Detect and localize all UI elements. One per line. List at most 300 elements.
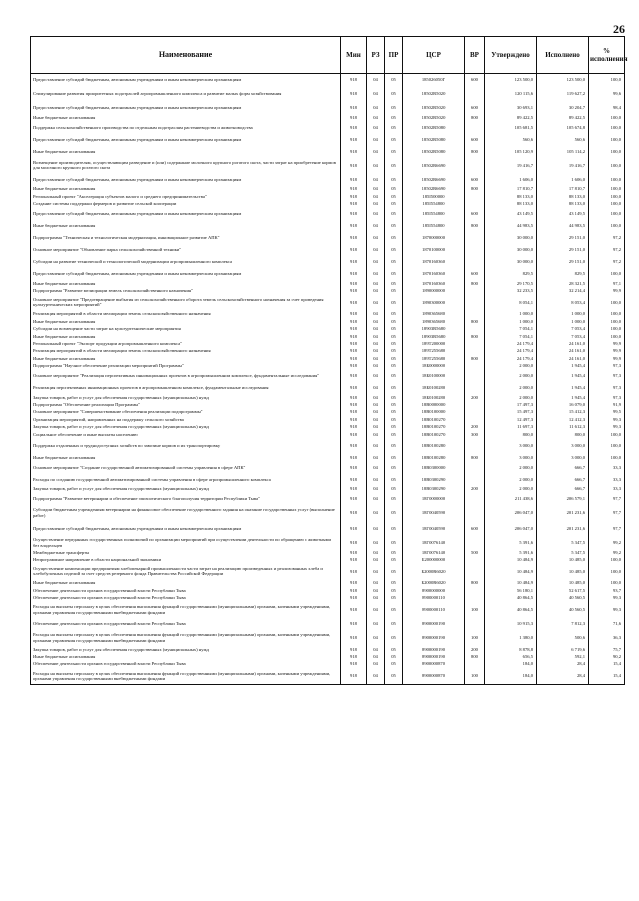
cell-csr: 18Г0040590 — [403, 521, 465, 537]
cell-name: Иные бюджетные ассигнования — [31, 653, 341, 660]
cell-rz: 04 — [367, 563, 385, 579]
cell-pr: 05 — [385, 381, 403, 393]
cell-min: 918 — [341, 287, 367, 294]
cell-approved: 32 233,5 — [485, 287, 537, 294]
table-row — [31, 423, 625, 430]
cell-percent: 33,3 — [589, 461, 625, 473]
cell-percent: 97,7 — [589, 521, 625, 537]
cell-approved: 29 170,5 — [485, 280, 537, 287]
cell-vr — [465, 86, 485, 102]
cell-approved: 10 484,9 — [485, 579, 537, 586]
cell-name: Реализация перспективных инновационных проектов в агропромышленном комплексе, фундаментальные исследования — [31, 381, 341, 393]
cell-min: 918 — [341, 355, 367, 362]
table-row — [31, 401, 625, 408]
cell-vr — [465, 505, 485, 521]
cell-executed: 206 579,1 — [537, 493, 589, 505]
cell-pr: 05 — [385, 521, 403, 537]
cell-vr — [465, 347, 485, 354]
cell-executed: 28,4 — [537, 660, 589, 667]
cell-percent: 99,3 — [589, 416, 625, 423]
cell-pr: 05 — [385, 602, 403, 618]
cell-percent: 100,0 — [589, 173, 625, 185]
cell-csr: 1870160360 — [403, 256, 465, 268]
cell-min: 918 — [341, 438, 367, 454]
table-row — [31, 256, 625, 268]
cell-csr: 18В0300290 — [403, 473, 465, 485]
cell-percent: 100,0 — [589, 133, 625, 145]
cell-rz: 04 — [367, 102, 385, 114]
cell-executed: 666,7 — [537, 485, 589, 492]
cell-csr: 18В0100270 — [403, 430, 465, 437]
table-row — [31, 438, 625, 454]
cell-pr: 05 — [385, 430, 403, 437]
cell-vr — [465, 381, 485, 393]
cell-executed: 800,0 — [537, 430, 589, 437]
cell-name: Иные бюджетные ассигнования — [31, 114, 341, 121]
cell-rz: 04 — [367, 193, 385, 200]
cell-percent: 100,0 — [589, 200, 625, 207]
cell-percent: 15,4 — [589, 668, 625, 685]
cell-approved: 12 497,3 — [485, 416, 537, 423]
cell-executed: 5 347,5 — [537, 549, 589, 556]
cell-executed: 1 945,4 — [537, 369, 589, 381]
table-row — [31, 579, 625, 586]
cell-pr: 05 — [385, 408, 403, 415]
cell-approved: 3 000,0 — [485, 454, 537, 461]
table-row — [31, 505, 625, 521]
cell-min: 918 — [341, 393, 367, 400]
table-row — [31, 333, 625, 340]
cell-pr: 05 — [385, 102, 403, 114]
cell-vr: 800 — [465, 185, 485, 192]
cell-min: 918 — [341, 220, 367, 232]
cell-min: 918 — [341, 416, 367, 423]
cell-percent: 33,3 — [589, 473, 625, 485]
cell-pr: 05 — [385, 185, 403, 192]
cell-rz: 04 — [367, 294, 385, 310]
cell-executed: 201 231,6 — [537, 505, 589, 521]
table-row — [31, 618, 625, 630]
cell-percent: 99,3 — [589, 423, 625, 430]
cell-vr — [465, 587, 485, 594]
cell-executed: 10 485,0 — [537, 579, 589, 586]
cell-vr — [465, 232, 485, 244]
cell-executed: 7 053,4 — [537, 333, 589, 340]
cell-csr: 18502R5080 — [403, 145, 465, 157]
cell-pr: 05 — [385, 563, 403, 579]
cell-executed: 32 214,4 — [537, 287, 589, 294]
cell-csr: 8900000110 — [403, 594, 465, 601]
cell-csr: 189T255680 — [403, 347, 465, 354]
table-row — [31, 185, 625, 192]
cell-vr — [465, 556, 485, 563]
cell-approved: 120 115,6 — [485, 86, 537, 102]
cell-csr: 18В0100270 — [403, 423, 465, 430]
cell-name: Предоставление субсидий бюджетным, автономным учреждениям и иным некоммерческим организациям — [31, 173, 341, 185]
cell-percent: 99,3 — [589, 594, 625, 601]
cell-name: Иные бюджетные ассигнования — [31, 333, 341, 340]
cell-csr: 18502R5020 — [403, 86, 465, 102]
cell-pr: 05 — [385, 268, 403, 280]
cell-rz: 04 — [367, 505, 385, 521]
cell-executed: 43 149,5 — [537, 208, 589, 220]
cell-approved: 30 000,0 — [485, 244, 537, 256]
cell-approved: 15 497,3 — [485, 408, 537, 415]
cell-approved: 88 133,0 — [485, 193, 537, 200]
cell-name: Иные бюджетные ассигнования — [31, 318, 341, 325]
cell-approved: 30 000,0 — [485, 256, 537, 268]
cell-rz: 04 — [367, 347, 385, 354]
cell-approved: 2 000,0 — [485, 393, 537, 400]
cell-percent: 99,9 — [589, 340, 625, 347]
table-row — [31, 145, 625, 157]
cell-pr: 05 — [385, 416, 403, 423]
cell-vr: 100 — [465, 630, 485, 646]
cell-pr: 05 — [385, 287, 403, 294]
cell-approved: 5 391,6 — [485, 537, 537, 549]
cell-min: 918 — [341, 587, 367, 594]
cell-name: Предоставление субсидий бюджетным, автономным учреждениям и иным некоммерческим организациям — [31, 133, 341, 145]
cell-executed: 28 321,5 — [537, 280, 589, 287]
cell-csr: 18В0100280 — [403, 438, 465, 454]
cell-rz: 04 — [367, 200, 385, 207]
table-row — [31, 208, 625, 220]
cell-approved: 2 000,0 — [485, 381, 537, 393]
cell-pr: 05 — [385, 587, 403, 594]
cell-min: 918 — [341, 549, 367, 556]
table-row — [31, 473, 625, 485]
cell-rz: 04 — [367, 461, 385, 473]
cell-name: Основное мероприятие "Совершенствование обеспечения реализации подпрограммы" — [31, 408, 341, 415]
cell-percent: 97,3 — [589, 393, 625, 400]
cell-name: Осуществление переданных государственных полномочий по организации мероприятий при осуществлении деятельности по обращению с животными без владельцев — [31, 537, 341, 549]
cell-rz: 04 — [367, 587, 385, 594]
cell-pr: 05 — [385, 369, 403, 381]
cell-pr: 05 — [385, 493, 403, 505]
cell-csr: 1870100000 — [403, 244, 465, 256]
cell-vr: 600 — [465, 133, 485, 145]
cell-csr: 1870160360 — [403, 268, 465, 280]
cell-csr: 18Б0100280 — [403, 393, 465, 400]
cell-csr: 18Г0076140 — [403, 549, 465, 556]
cell-csr: 185I554800 — [403, 220, 465, 232]
table-row — [31, 287, 625, 294]
table-row — [31, 408, 625, 415]
cell-vr: 100 — [465, 602, 485, 618]
cell-approved: 206 047,0 — [485, 521, 537, 537]
cell-vr — [465, 416, 485, 423]
cell-min: 918 — [341, 493, 367, 505]
cell-pr: 05 — [385, 537, 403, 549]
cell-name: Создание системы поддержки фермеров и развитие сельской кооперации — [31, 200, 341, 207]
cell-executed: 592,1 — [537, 653, 589, 660]
cell-executed: 24 161,0 — [537, 355, 589, 362]
cell-min: 918 — [341, 102, 367, 114]
table-row — [31, 556, 625, 563]
cell-vr: 600 — [465, 74, 485, 87]
cell-executed: 1 945,4 — [537, 362, 589, 369]
cell-pr: 05 — [385, 549, 403, 556]
cell-percent: 97,7 — [589, 505, 625, 521]
cell-min: 918 — [341, 646, 367, 653]
cell-vr — [465, 310, 485, 317]
cell-executed: 829,5 — [537, 268, 589, 280]
cell-rz: 04 — [367, 121, 385, 133]
cell-vr: 200 — [465, 423, 485, 430]
cell-executed: 12 412,3 — [537, 416, 589, 423]
cell-percent: 100,0 — [589, 325, 625, 332]
cell-min: 918 — [341, 408, 367, 415]
cell-name: Иные бюджетные ассигнования — [31, 145, 341, 157]
table-row — [31, 232, 625, 244]
cell-csr: 18502R6690 — [403, 173, 465, 185]
cell-percent: 97,3 — [589, 381, 625, 393]
cell-csr: 18В0300290 — [403, 485, 465, 492]
cell-executed: 15 412,3 — [537, 408, 589, 415]
header-percent: % исполнения — [589, 37, 625, 74]
cell-csr: 18Б0100000 — [403, 369, 465, 381]
cell-executed: 17 810,7 — [537, 185, 589, 192]
cell-pr: 05 — [385, 393, 403, 400]
cell-name: Закупка товаров, работ и услуг для обеспечения государственных (муниципальных) нужд — [31, 485, 341, 492]
cell-pr: 05 — [385, 310, 403, 317]
cell-min: 918 — [341, 369, 367, 381]
cell-csr: 8900000110 — [403, 602, 465, 618]
cell-approved: 1 000,0 — [485, 318, 537, 325]
cell-min: 918 — [341, 268, 367, 280]
cell-approved: 30 693,1 — [485, 102, 537, 114]
cell-percent: 99,9 — [589, 355, 625, 362]
cell-rz: 04 — [367, 668, 385, 685]
cell-name: Предоставление субсидий бюджетным, автономным учреждениям и иным некоммерческим организациям — [31, 208, 341, 220]
table-row — [31, 362, 625, 369]
cell-executed: 89 422,5 — [537, 114, 589, 121]
cell-name: Субсидии на возмещение части затрат на культуртехнические мероприятия — [31, 325, 341, 332]
cell-approved: 88 133,0 — [485, 200, 537, 207]
cell-pr: 05 — [385, 244, 403, 256]
cell-csr: 1890300000 — [403, 294, 465, 310]
cell-min: 918 — [341, 294, 367, 310]
cell-name: Основное мероприятие "Обновление парка сельскохозяйственной техники" — [31, 244, 341, 256]
table-body — [31, 74, 625, 685]
cell-min: 918 — [341, 537, 367, 549]
cell-vr: 600 — [465, 521, 485, 537]
cell-rz: 04 — [367, 521, 385, 537]
cell-pr: 05 — [385, 133, 403, 145]
cell-executed: 19 416,7 — [537, 157, 589, 173]
cell-percent: 91,9 — [589, 401, 625, 408]
cell-executed: 500,6 — [537, 630, 589, 646]
cell-csr: 18502R5080 — [403, 121, 465, 133]
cell-pr: 05 — [385, 630, 403, 646]
cell-vr: 300 — [465, 430, 485, 437]
cell-csr: 185I500000 — [403, 193, 465, 200]
cell-executed: 123 500,0 — [537, 74, 589, 87]
cell-executed: 88 133,0 — [537, 200, 589, 207]
cell-min: 918 — [341, 521, 367, 537]
cell-percent: 100,0 — [589, 193, 625, 200]
cell-min: 918 — [341, 630, 367, 646]
table-row — [31, 521, 625, 537]
table-row — [31, 668, 625, 685]
cell-rz: 04 — [367, 208, 385, 220]
cell-csr: 18В0100280 — [403, 454, 465, 461]
cell-name: Закупка товаров, работ и услуг для обеспечения государственных (муниципальных) нужд — [31, 393, 341, 400]
cell-csr: 8900000190 — [403, 618, 465, 630]
cell-vr: 800 — [465, 333, 485, 340]
cell-executed: 1 000,0 — [537, 318, 589, 325]
cell-approved: 24 179,4 — [485, 355, 537, 362]
cell-name: Подпрограмма "Развитие мелиорации земель сельскохозяйственного назначения" — [31, 287, 341, 294]
cell-name: Основное мероприятие "Реализация перспективных инновационных проектов в агропромышленном комплексе, фундаментальные исследования" — [31, 369, 341, 381]
cell-csr: 18В0000000 — [403, 401, 465, 408]
cell-pr: 05 — [385, 208, 403, 220]
cell-vr: 200 — [465, 485, 485, 492]
cell-min: 918 — [341, 200, 367, 207]
cell-executed: 3 000,0 — [537, 454, 589, 461]
cell-approved: 17 810,7 — [485, 185, 537, 192]
cell-vr — [465, 200, 485, 207]
cell-rz: 04 — [367, 653, 385, 660]
cell-min: 918 — [341, 208, 367, 220]
cell-csr: 8900000190 — [403, 653, 465, 660]
cell-percent: 97,1 — [589, 280, 625, 287]
cell-min: 918 — [341, 579, 367, 586]
cell-percent: 99,5 — [589, 408, 625, 415]
cell-name: Подпрограмма "Техническая и технологическая модернизация, инновационное развитие АПК" — [31, 232, 341, 244]
table-row — [31, 537, 625, 549]
cell-min: 918 — [341, 668, 367, 685]
cell-csr: 18В0100000 — [403, 408, 465, 415]
cell-approved: 89 422,5 — [485, 114, 537, 121]
cell-pr: 05 — [385, 280, 403, 287]
cell-executed: 7 053,4 — [537, 325, 589, 332]
cell-rz: 04 — [367, 602, 385, 618]
table-header-row — [31, 37, 625, 74]
cell-pr: 05 — [385, 505, 403, 521]
cell-min: 918 — [341, 594, 367, 601]
cell-executed: 6 719,6 — [537, 646, 589, 653]
cell-percent: 100,0 — [589, 454, 625, 461]
header-pr: ПР — [385, 37, 403, 74]
cell-percent: 97,7 — [589, 493, 625, 505]
cell-percent: 100,0 — [589, 294, 625, 310]
cell-rz: 04 — [367, 355, 385, 362]
cell-executed: 3 000,0 — [537, 438, 589, 454]
cell-vr — [465, 401, 485, 408]
cell-name: Возмещение производителям, осуществляющим разведение и (или) содержание молочного крупного рогатого скота, части затрат на приобретение кормов для молочного крупного рогатого скота — [31, 157, 341, 173]
cell-percent: 33,3 — [589, 485, 625, 492]
cell-min: 918 — [341, 185, 367, 192]
cell-approved: 24 179,4 — [485, 347, 537, 354]
cell-percent: 93,7 — [589, 587, 625, 594]
cell-csr: 1890365680 — [403, 318, 465, 325]
table-row — [31, 587, 625, 594]
cell-name: Основное мероприятие "Создание государственной автоматизированной системы управления в сфере АПК" — [31, 461, 341, 473]
cell-executed: 10 485,0 — [537, 563, 589, 579]
cell-pr: 05 — [385, 157, 403, 173]
cell-approved: 184,0 — [485, 668, 537, 685]
cell-csr: 8900000190 — [403, 630, 465, 646]
table-row — [31, 86, 625, 102]
cell-name: Реализация мероприятий в области мелиорации земель сельскохозяйственного назначения — [31, 347, 341, 354]
cell-vr — [465, 537, 485, 549]
cell-name: Иные бюджетные ассигнования — [31, 579, 341, 586]
cell-vr — [465, 121, 485, 133]
cell-vr: 800 — [465, 280, 485, 287]
cell-vr: 800 — [465, 579, 485, 586]
table-row — [31, 280, 625, 287]
cell-csr: 1890000000 — [403, 287, 465, 294]
cell-csr: 189T255680 — [403, 355, 465, 362]
cell-approved: 3 000,0 — [485, 438, 537, 454]
cell-percent: 98,4 — [589, 102, 625, 114]
cell-executed: 1 606,0 — [537, 173, 589, 185]
cell-approved: 8 878,8 — [485, 646, 537, 653]
cell-rz: 04 — [367, 556, 385, 563]
cell-executed: 29 151,0 — [537, 256, 589, 268]
cell-approved: 206 047,0 — [485, 505, 537, 521]
cell-vr — [465, 618, 485, 630]
cell-name: Осуществление компенсации предприятиям хлебопекарной промышленности части затрат на реализацию произведенных и реализованных хлеба и хлебобулочных изделий за счет средств резервного фонда Правительства Российской Федерации — [31, 563, 341, 579]
cell-pr: 05 — [385, 333, 403, 340]
cell-csr: 18Г0040590 — [403, 505, 465, 521]
cell-rz: 04 — [367, 114, 385, 121]
cell-vr — [465, 287, 485, 294]
cell-rz: 04 — [367, 325, 385, 332]
cell-vr: 200 — [465, 393, 485, 400]
cell-vr — [465, 594, 485, 601]
cell-vr: 600 — [465, 208, 485, 220]
cell-rz: 04 — [367, 594, 385, 601]
table-row — [31, 121, 625, 133]
cell-min: 918 — [341, 121, 367, 133]
cell-executed: 1 945,4 — [537, 381, 589, 393]
cell-min: 918 — [341, 333, 367, 340]
cell-pr: 05 — [385, 660, 403, 667]
cell-min: 918 — [341, 280, 367, 287]
cell-percent: 100,0 — [589, 74, 625, 87]
cell-rz: 04 — [367, 145, 385, 157]
cell-vr: 600 — [465, 102, 485, 114]
cell-approved: 7 054,1 — [485, 333, 537, 340]
cell-executed: 44 983,5 — [537, 220, 589, 232]
cell-pr: 05 — [385, 121, 403, 133]
cell-name: Подпрограмма "Научное обеспечение реализации мероприятий Программы" — [31, 362, 341, 369]
cell-pr: 05 — [385, 618, 403, 630]
header-name: Наименование — [31, 37, 341, 74]
cell-name: Стимулирование развития приоритетных подотраслей агропромышленного комплекса и развитие малых форм хозяйствования — [31, 86, 341, 102]
cell-pr: 05 — [385, 193, 403, 200]
cell-vr: 800 — [465, 355, 485, 362]
cell-pr: 05 — [385, 438, 403, 454]
cell-min: 918 — [341, 563, 367, 579]
cell-csr: 18502R6690 — [403, 157, 465, 173]
cell-rz: 04 — [367, 362, 385, 369]
cell-rz: 04 — [367, 340, 385, 347]
cell-vr — [465, 193, 485, 200]
cell-rz: 04 — [367, 133, 385, 145]
table-row — [31, 318, 625, 325]
cell-min: 918 — [341, 556, 367, 563]
cell-min: 918 — [341, 485, 367, 492]
cell-percent: 90,2 — [589, 653, 625, 660]
header-vr: ВР — [465, 37, 485, 74]
cell-vr: 100 — [465, 668, 485, 685]
cell-percent: 100,0 — [589, 430, 625, 437]
cell-name: Межбюджетные трансферты — [31, 549, 341, 556]
table-row — [31, 114, 625, 121]
